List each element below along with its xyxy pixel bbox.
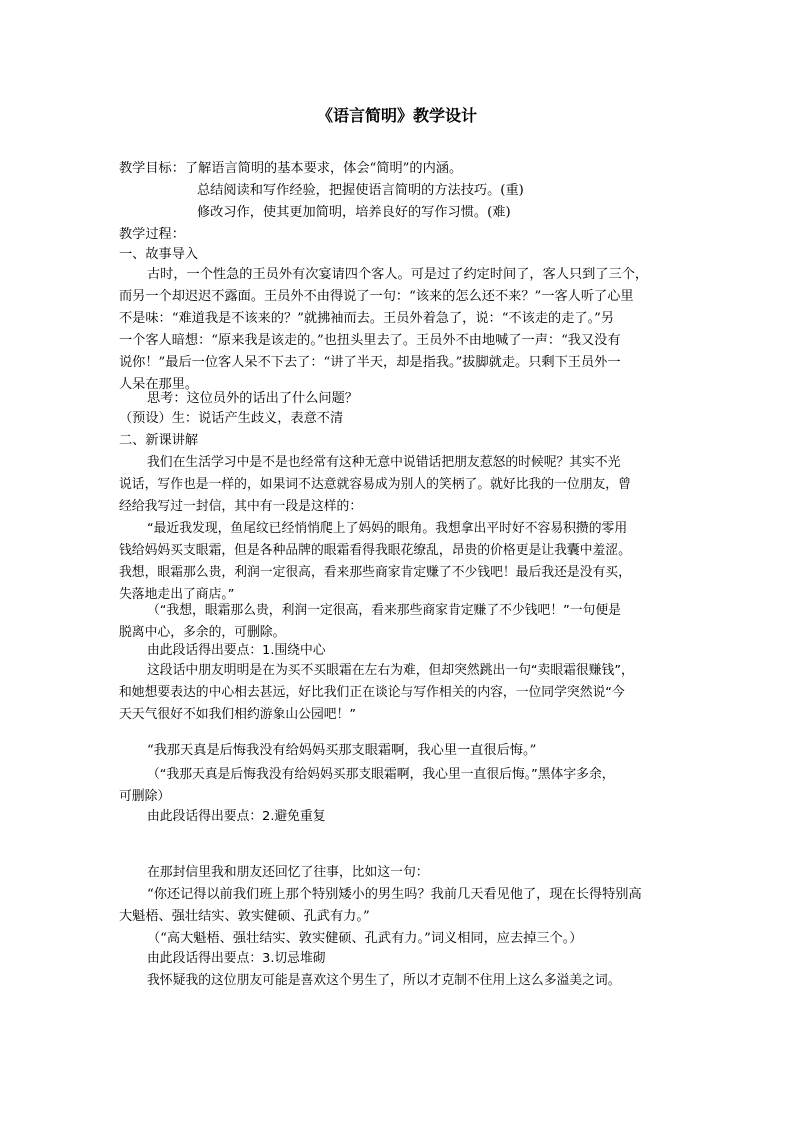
analysis-paragraph-line: 天天气很好不如我们相约游象山公园吧！” <box>119 707 356 722</box>
key-point-3: 由此段话得出要点：3.切忌堆砌 <box>147 951 326 966</box>
teaching-goal-3: 修改习作，使其更加简明，培养良好的写作习惯。(难) <box>197 205 511 220</box>
teaching-process-heading: 教学过程： <box>119 227 185 242</box>
lesson-paragraph-line: 我们在生活学习中是不是也经常有这种无意中说错话把朋友惹怒的时候呢？其实不光 <box>147 455 621 470</box>
stacking-note-line: （“高大魁梧、强壮结实、敦实健硕、孔武有力。”词义相同，应去掉三个。） <box>147 931 583 946</box>
lesson-paragraph-line: 经给我写过一封信，其中有一段是这样的： <box>119 499 363 514</box>
section-heading-story: 一、故事导入 <box>119 247 199 262</box>
revision-note-line: 脱离中心，多余的，可删除。 <box>119 625 286 640</box>
section-heading-new-lesson: 二、新课讲解 <box>119 433 199 448</box>
story-paragraph-line: 而另一个却迟迟不露面。王员外不由得说了一句：“该来的怎么还不来？”一客人听了心里 <box>119 289 634 304</box>
letter-quote-line: “最近我发现，鱼尾纹已经悄悄爬上了妈妈的眼角。我想拿出平时好不容易积攒的零用 <box>147 521 628 536</box>
repetition-note-line: （“我那天真是后悔我没有给妈妈买那支眼霜啊，我心里一直很后悔。”黑体字多余， <box>147 767 615 782</box>
letter-quote-line: 钱给妈妈买支眼霜，但是各种品牌的眼霜看得我眼花缭乱，昂贵的价格更是让我囊中羞涩。 <box>119 543 631 558</box>
analysis-paragraph-line: 这段话中朋友明明是在为买不买眼霜在左右为难，但却突然跳出一句“卖眼霜很赚钱”， <box>147 663 634 678</box>
stacking-example-line: 大魁梧、强壮结实、敦实健硕、孔武有力。” <box>119 909 370 924</box>
letter-quote-line: 失落地走出了商店。” <box>119 587 235 602</box>
teaching-goal-1: 教学目标：了解语言简明的基本要求，体会“简明”的内涵。 <box>119 161 463 176</box>
key-point-1: 由此段话得出要点：1.围绕中心 <box>147 643 326 658</box>
repetition-example-line: “我那天真是后悔我没有给妈妈买那支眼霜啊，我心里一直很后悔。” <box>147 743 537 758</box>
letter-quote-line: 我想，眼霜那么贵，利润一定很高，看来那些商家肯定赚了不少钱吧！最后我还是没有买， <box>119 565 631 580</box>
memory-intro-line: 在那封信里我和朋友还回忆了往事，比如这一句： <box>147 865 429 880</box>
teaching-goal-2: 总结阅读和写作经验，把握使语言简明的方法技巧。(重) <box>197 183 524 198</box>
story-paragraph-line: 古时，一个性急的王员外有次宴请四个客人。可是过了约定时间了，客人只到了三个， <box>147 267 649 282</box>
story-paragraph-line: 人呆在那里。 <box>119 377 199 392</box>
lesson-paragraph-line: 说话，写作也是一样的，如果词不达意就容易成为别人的笑柄了。就好比我的一位朋友，曾 <box>119 477 631 492</box>
story-paragraph-line: 不是味：“难道我是不该来的？”就拂袖而去。王员外着急了，说：“不该走的走了。”另 <box>119 311 615 326</box>
key-point-2: 由此段话得出要点：2.避免重复 <box>147 809 326 824</box>
document-title: 《语言简明》教学设计 <box>316 106 477 125</box>
revision-note-line: （“我想，眼霜那么贵，利润一定很高，看来那些商家肯定赚了不少钱吧！”一句便是 <box>147 603 621 618</box>
analysis-paragraph-line: 和她想要表达的中心相去甚远，好比我们正在谈论与写作相关的内容，一位同学突然说“今 <box>119 685 625 700</box>
repetition-note-line: 可删除） <box>119 789 171 804</box>
story-paragraph-line: 一个客人暗想：“原来我是该走的。”也扭头里去了。王员外不由地喊了一声：“我又没有 <box>119 333 621 348</box>
story-paragraph-line: 说你！”最后一位客人呆不下去了：“讲了半天，却是指我。”拔脚就走。只剩下王员外一 <box>119 355 621 370</box>
closing-remark-line: 我怀疑我的这位朋友可能是喜欢这个男生了，所以才克制不住用上这么多溢美之词。 <box>147 973 621 988</box>
question-line: 思考：这位员外的话出了什么问题？ <box>147 391 358 406</box>
stacking-example-line: “你还记得以前我们班上那个特别矮小的男生吗？我前几天看见他了，现在长得特别高 <box>147 887 642 902</box>
preset-answer-line: （预设）生：说话产生歧义，表意不清 <box>119 411 344 426</box>
